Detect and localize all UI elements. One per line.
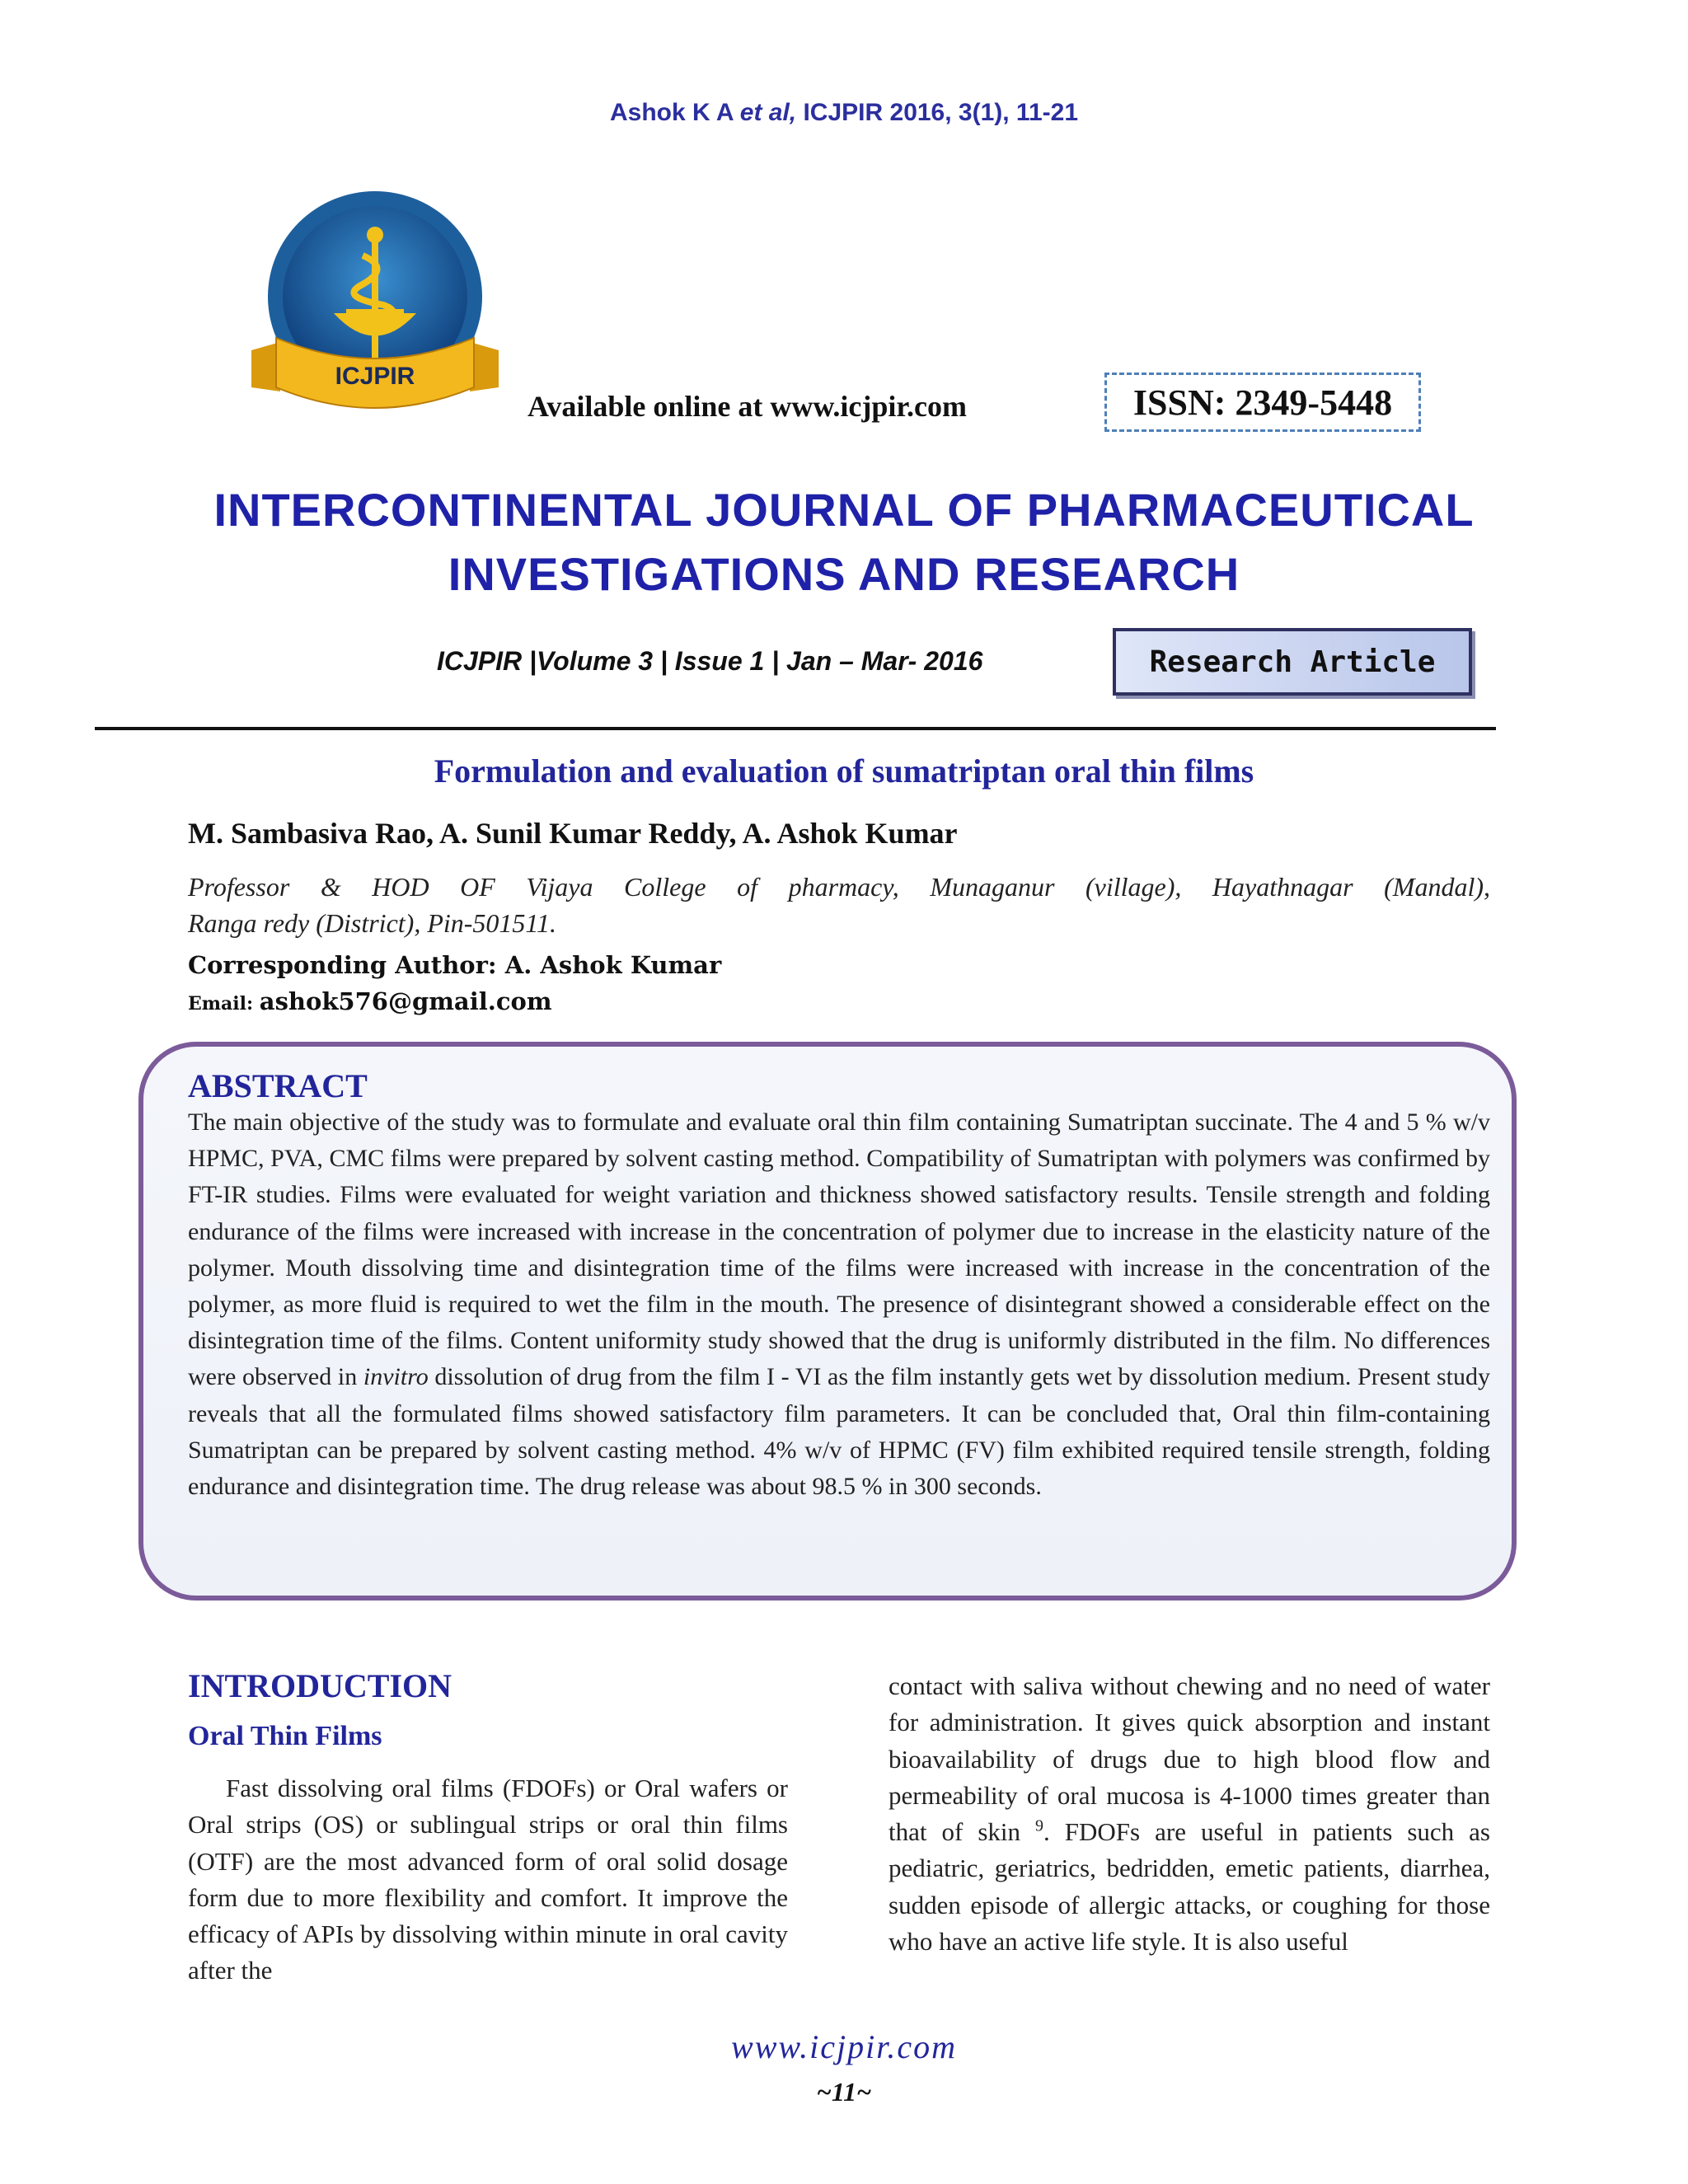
abstract-text-italic: invitro — [363, 1363, 429, 1391]
issn-box: ISSN: 2349-5448 — [1104, 373, 1421, 432]
body-right-part-2: . FDOFs are useful in patients such as pediatric, geriatrics, bedridden, emetic patients, diarrhea, sudden episode of allergic attacks, or coughing for those who have an active life style. It is also useful — [889, 1817, 1490, 1957]
body-column-left: Fast dissolving oral films (FDOFs) or Oral wafers or Oral strips (OS) or sublingual strips or oral thin films (OTF) are the most advanced form of oral solid dosage form due to more flexibility and comfort. It improve the efficacy of APIs by dissolving within minute in oral cavity after the — [188, 1774, 788, 1985]
body-right-part-1: contact with saliva without chewing and no need of water for administration. It gives quick absorption and instant bioavailability of drugs due to high blood flow and permeability of oral mucosa is 4-1000 times greater than that of skin — [889, 1671, 1490, 1847]
paper-title: Formulation and evaluation of sumatriptan oral thin films — [434, 752, 1254, 790]
affiliation — [188, 869, 1490, 941]
footer-url: www.icjpir.com — [731, 2028, 957, 2065]
abstract-text-part-2: dissolution of drug from the film I - VI as the film instantly gets wet by dissolution medium. Present study reveals that all the formulated films showed satisfactory film parameters. It can be concluded that, Oral thin film-containing Sumatriptan can be prepared by solvent casting method. 4% w/v of HPMC (FV) film exhibited required tensile strength, folding endurance and disintegration time. The drug release was about 98.5 % in 300 seconds. — [188, 1363, 1491, 1501]
running-head — [0, 99, 1688, 127]
logo-text: ICJPIR — [335, 363, 415, 390]
header-divider — [95, 727, 1496, 730]
running-head-citation: ICJPIR 2016, 3(1), 11-21 — [796, 99, 1079, 126]
available-online: Available online at www.icjpir.com — [528, 390, 967, 423]
affiliation-line-1: Professor & HOD OF Vijaya College of pharmacy, Munaganur (village), Hayathnagar (Mandal), — [188, 872, 1490, 902]
article-type-badge: Research Article — [1113, 628, 1472, 696]
running-head-author: Ashok K A — [609, 99, 740, 126]
page-number: ~11~ — [816, 2077, 872, 2107]
abstract-text — [188, 1104, 1490, 1505]
body-column-right — [889, 1668, 1490, 1960]
caduceus-icon — [247, 190, 503, 429]
citation-ref: 9 — [1035, 1816, 1044, 1835]
journal-title-line-2: INVESTIGATIONS AND RESEARCH — [448, 548, 1240, 600]
email-address: ashok576@gmail.com — [259, 987, 552, 1015]
journal-title-line-1: INTERCONTINENTAL JOURNAL OF PHARMACEUTICAL — [213, 484, 1475, 536]
corresponding-author: Corresponding Author: A. Ashok Kumar — [188, 951, 722, 979]
issue-line: ICJPIR |Volume 3 | Issue 1 | Jan – Mar- 2016 — [437, 646, 983, 676]
abstract-heading: ABSTRACT — [188, 1067, 368, 1104]
journal-logo — [247, 190, 503, 429]
abstract-text-part-1: The main objective of the study was to formulate and evaluate oral thin film containing Sumatriptan succinate. The 4 and 5 % w/v HPMC, PVA, CMC films were prepared by solvent casting method. Compatibility of Sumatriptan with polymers was confirmed by FT-IR studies. Films were evaluated for weight variation and thickness showed satisfactory results. Tensile strength and folding endurance of the films were increased with increase in the concentration of polymer due to increase in the elasticity nature of the polymer. Mouth dissolving time and disintegration time of the films were increased with increase in the concentration of the polymer, as more fluid is required to wet the film in the mouth. The presence of disintegrant showed a considerable effect on the disintegration time of the films. Content uniformity study showed that the drug is uniformly distributed in the film. No differences were observed in — [188, 1108, 1490, 1391]
email-label: Email: — [188, 993, 260, 1015]
author-list: M. Sambasiva Rao, A. Sunil Kumar Reddy, A. Ashok Kumar — [188, 817, 958, 850]
section-subheading: Oral Thin Films — [188, 1721, 382, 1751]
email-row — [188, 987, 552, 1015]
affiliation-line-2: Ranga redy (District), Pin-501511. — [188, 908, 557, 938]
journal-title — [0, 478, 1688, 607]
running-head-etal: et al, — [739, 99, 797, 126]
introduction-heading: INTRODUCTION — [188, 1667, 452, 1704]
